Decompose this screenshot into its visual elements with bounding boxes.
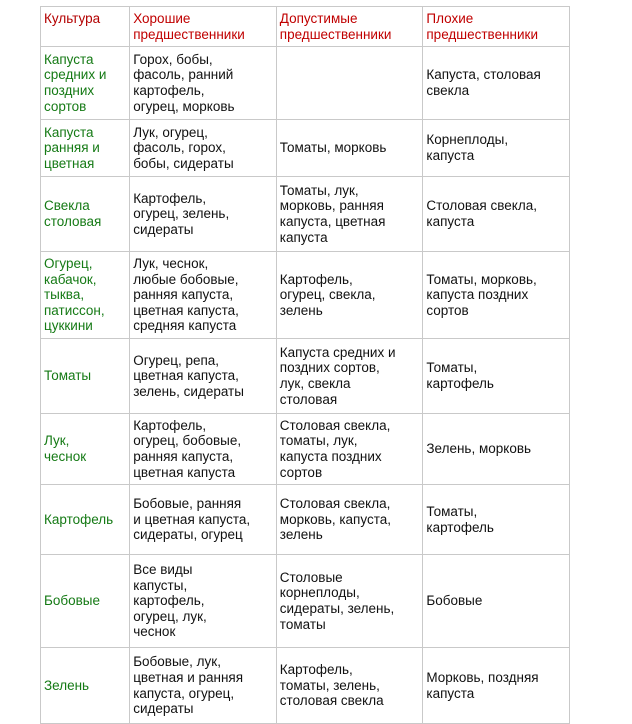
cell-line: Лук, огурец, bbox=[133, 124, 208, 140]
cell-line: поздних bbox=[44, 83, 95, 98]
cell-line: Картофель, bbox=[133, 417, 207, 433]
cell-line: свекла bbox=[426, 83, 470, 98]
bad-predecessors-cell bbox=[423, 120, 570, 177]
cell-line: тыква, bbox=[44, 287, 85, 303]
cell-line: огурец, зелень, bbox=[133, 206, 230, 222]
cell-line: Бобовые bbox=[44, 593, 100, 609]
bad-predecessors-cell bbox=[423, 485, 570, 555]
good-predecessors-cell bbox=[130, 177, 277, 252]
cell-line: средняя капуста bbox=[133, 318, 237, 334]
cell-line: Томаты, лук, bbox=[279, 182, 359, 198]
table-row bbox=[41, 47, 570, 120]
cell-line: картофель bbox=[426, 519, 494, 535]
crop-cell bbox=[41, 252, 130, 339]
table-body bbox=[41, 47, 570, 724]
cell-line: и цветная капуста, bbox=[133, 511, 251, 527]
cell-line: столовая bbox=[44, 214, 102, 229]
cell-line: ранняя и bbox=[44, 140, 100, 156]
cell-line: картофель, bbox=[133, 593, 205, 609]
acceptable-predecessors-cell bbox=[276, 47, 423, 120]
cell-line: столовая bbox=[279, 391, 338, 407]
crop-cell bbox=[41, 485, 130, 555]
cell-line: капуста, цветная bbox=[279, 214, 386, 229]
cell-line: ранняя капуста, bbox=[133, 287, 234, 303]
cell-line: Томаты, морковь, bbox=[426, 271, 537, 287]
cell-line: Лук, bbox=[44, 433, 70, 449]
cell-line: Томаты, bbox=[426, 503, 478, 519]
cell-line: корнеплоды, bbox=[279, 585, 360, 601]
cell-line: огурец, свекла, bbox=[279, 287, 376, 303]
cell-line: Свекла bbox=[44, 198, 90, 214]
acceptable-predecessors-cell bbox=[276, 252, 423, 339]
cell-line: поздних сортов, bbox=[279, 360, 380, 376]
cell-line: Томаты bbox=[44, 368, 92, 384]
acceptable-predecessors-cell bbox=[276, 339, 423, 414]
cell-line: Горох, бобы, bbox=[133, 51, 213, 67]
cell-line: фасоль, ранний bbox=[133, 67, 234, 83]
table-row bbox=[41, 648, 570, 724]
table-header-row bbox=[41, 7, 570, 47]
cell-line: ранняя капуста, bbox=[133, 449, 234, 464]
table-row bbox=[41, 414, 570, 485]
good-predecessors-cell bbox=[130, 648, 277, 724]
cell-line: Столовая свекла, bbox=[279, 417, 391, 433]
cell-line: морковь, капуста, bbox=[279, 511, 392, 527]
good-predecessors-cell bbox=[130, 485, 277, 555]
cell-line: сидераты, огурец bbox=[133, 527, 243, 543]
cell-line: лук, свекла bbox=[279, 376, 351, 391]
cell-line: любые бобовые, bbox=[133, 271, 239, 287]
cell-line: сортов bbox=[279, 464, 323, 480]
cell-line: томаты bbox=[279, 616, 326, 632]
cell-line: Картофель bbox=[44, 511, 114, 527]
crop-rotation-table-container bbox=[40, 6, 570, 724]
header-bad: Плохие предшественники bbox=[423, 7, 570, 47]
cell-line: Столовая свекла, bbox=[426, 198, 537, 214]
cell-line: фасоль, горох, bbox=[133, 140, 226, 156]
crop-cell bbox=[41, 339, 130, 414]
cell-line: Зелень bbox=[44, 677, 90, 693]
bad-predecessors-cell bbox=[423, 177, 570, 252]
crop-cell bbox=[41, 47, 130, 120]
table-row bbox=[41, 485, 570, 555]
crop-cell bbox=[41, 555, 130, 648]
good-predecessors-cell bbox=[130, 414, 277, 485]
acceptable-predecessors-cell bbox=[276, 414, 423, 485]
cell-line: чеснок bbox=[44, 449, 87, 464]
crop-cell bbox=[41, 648, 130, 724]
crop-rotation-table bbox=[40, 6, 570, 724]
cell-line: Столовые bbox=[279, 569, 343, 585]
table-row bbox=[41, 252, 570, 339]
bad-predecessors-cell bbox=[423, 47, 570, 120]
cell-line: сидераты, зелень, bbox=[279, 601, 395, 616]
good-predecessors-cell bbox=[130, 120, 277, 177]
cell-line: Капуста средних и bbox=[279, 344, 396, 360]
cell-line: зелень bbox=[279, 527, 323, 543]
cell-line: огурец, морковь bbox=[133, 98, 235, 114]
cell-line: сидераты bbox=[133, 701, 194, 717]
cell-line: Картофель, bbox=[279, 662, 353, 678]
cell-line: зелень bbox=[279, 302, 323, 318]
cell-line: Морковь, поздняя bbox=[426, 669, 539, 685]
cell-line: Капуста bbox=[44, 51, 94, 67]
acceptable-predecessors-cell bbox=[276, 485, 423, 555]
cell-line: сортов bbox=[44, 98, 87, 114]
crop-cell bbox=[41, 120, 130, 177]
cell-line: сортов bbox=[426, 302, 469, 318]
crop-cell bbox=[41, 177, 130, 252]
cell-line: капуста bbox=[426, 685, 475, 701]
acceptable-predecessors-cell bbox=[276, 648, 423, 724]
cell-line: цуккини bbox=[44, 318, 93, 334]
cell-line: цветная bbox=[44, 155, 95, 171]
bad-predecessors-cell bbox=[423, 252, 570, 339]
cell-line: капуста поздних bbox=[279, 449, 382, 464]
cell-line: патиссон, bbox=[44, 302, 105, 318]
bad-predecessors-cell bbox=[423, 339, 570, 414]
cell-line: огурец, лук, bbox=[133, 608, 207, 624]
cell-line: Корнеплоды, bbox=[426, 132, 509, 148]
cell-line: кабачок, bbox=[44, 271, 97, 287]
cell-line: Капуста bbox=[44, 124, 94, 140]
table-row bbox=[41, 177, 570, 252]
cell-line: картофель, bbox=[133, 83, 205, 98]
good-predecessors-cell bbox=[130, 339, 277, 414]
cell-line: Зелень, морковь bbox=[426, 441, 532, 457]
cell-line: бобы, сидераты bbox=[133, 155, 234, 171]
good-predecessors-cell bbox=[130, 555, 277, 648]
cell-line: томаты, зелень, bbox=[279, 677, 380, 693]
cell-line: капуста bbox=[426, 148, 475, 163]
cell-line: Огурец, bbox=[44, 256, 93, 272]
crop-cell bbox=[41, 414, 130, 485]
cell-line: томаты, лук, bbox=[279, 433, 358, 449]
cell-line: Столовая свекла, bbox=[279, 496, 391, 512]
bad-predecessors-cell bbox=[423, 555, 570, 648]
table-row bbox=[41, 120, 570, 177]
cell-line: Бобовые, лук, bbox=[133, 654, 221, 670]
cell-line: капусты, bbox=[133, 577, 188, 593]
header-good: Хорошие предшественники bbox=[130, 7, 277, 47]
cell-line: огурец, бобовые, bbox=[133, 433, 242, 449]
cell-line: Бобовые, ранняя bbox=[133, 496, 242, 512]
cell-line: капуста поздних bbox=[426, 287, 529, 303]
table-row bbox=[41, 555, 570, 648]
cell-line: цветная капуста, bbox=[133, 302, 239, 318]
good-predecessors-cell bbox=[130, 252, 277, 339]
cell-line: Картофель, bbox=[133, 190, 207, 206]
cell-line: сидераты bbox=[133, 221, 194, 237]
cell-line: Картофель, bbox=[279, 271, 353, 287]
cell-line: картофель bbox=[426, 376, 494, 391]
cell-line: Все виды bbox=[133, 562, 193, 578]
header-crop: Культура bbox=[41, 7, 130, 47]
cell-line: зелень, сидераты bbox=[133, 383, 244, 399]
good-predecessors-cell bbox=[130, 47, 277, 120]
cell-line: Бобовые bbox=[426, 593, 483, 609]
cell-line: капуста, огурец, bbox=[133, 685, 235, 701]
cell-line: Лук, чеснок, bbox=[133, 256, 209, 272]
cell-line: столовая свекла bbox=[279, 693, 384, 709]
cell-line: Томаты, морковь bbox=[279, 140, 387, 156]
bad-predecessors-cell bbox=[423, 648, 570, 724]
cell-line: капуста bbox=[426, 214, 475, 229]
header-acceptable: Допустимые предшественники bbox=[276, 7, 423, 47]
cell-line: цветная капуста, bbox=[133, 368, 239, 384]
acceptable-predecessors-cell bbox=[276, 555, 423, 648]
cell-line: Томаты, bbox=[426, 360, 478, 376]
table-row bbox=[41, 339, 570, 414]
cell-line: капуста bbox=[279, 229, 328, 245]
cell-line: Огурец, репа, bbox=[133, 352, 220, 368]
acceptable-predecessors-cell bbox=[276, 177, 423, 252]
cell-line: цветная и ранняя bbox=[133, 669, 244, 685]
cell-line: Капуста, столовая bbox=[426, 67, 541, 83]
acceptable-predecessors-cell bbox=[276, 120, 423, 177]
cell-line: чеснок bbox=[133, 624, 176, 640]
bad-predecessors-cell bbox=[423, 414, 570, 485]
cell-line: цветная капуста bbox=[133, 464, 236, 480]
cell-line: морковь, ранняя bbox=[279, 198, 384, 214]
cell-line: средних и bbox=[44, 67, 107, 83]
